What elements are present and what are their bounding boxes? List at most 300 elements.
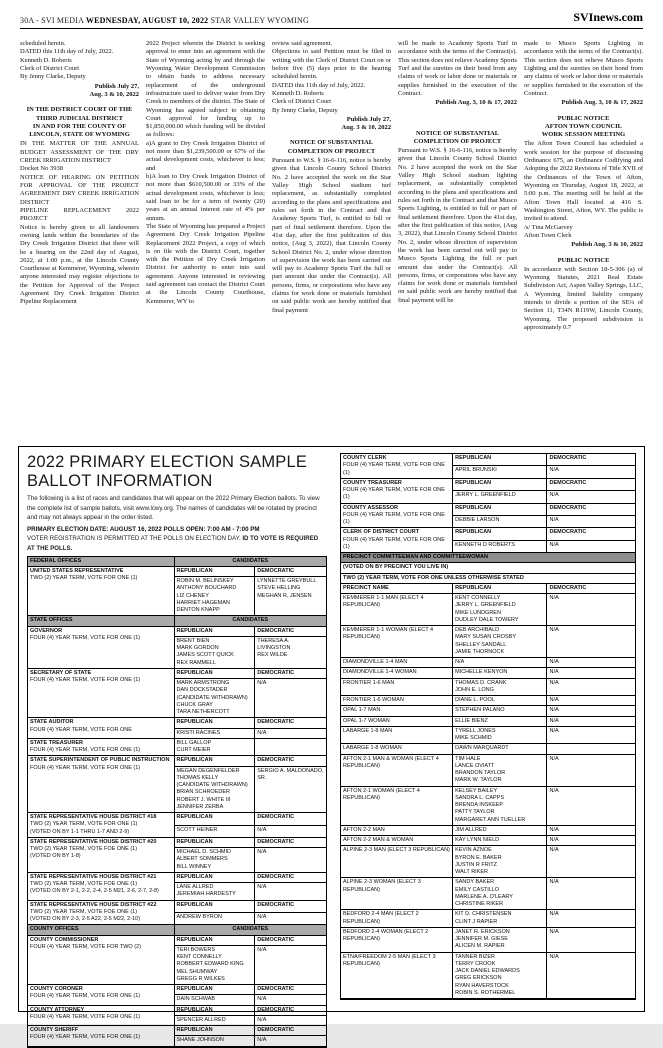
race-row: [28, 985, 327, 995]
candidate-name: N/A: [549, 627, 559, 633]
republican-candidates-cell: [453, 466, 547, 478]
republican-candidates-cell: [453, 706, 547, 716]
notice-paragraph: [272, 90, 391, 98]
race-row: [341, 478, 636, 490]
democratic-header: DEMOCRATIC: [255, 837, 327, 847]
republican-candidates-cell: [453, 927, 547, 952]
candidate-name: ALICEN M. RAPIER: [455, 943, 505, 950]
candidate-name: DIANE L. POOL: [455, 697, 495, 703]
notice-line: Publish July 27,: [94, 82, 139, 90]
section-band-label: COUNTY OFFICES: [28, 925, 175, 935]
notice-line: DATED this 11th day of July, 2022.: [272, 81, 366, 89]
notice-line: Objections to said Petition must be filed in writing with the Clerk of District Court on or before five (5) days prior to the hearing scheduled herein.: [272, 48, 391, 81]
notice-line: In accordance with Section 18-5-306 (a) of Wyoming Statutes, 2021 Real Estate Subdivision Act, Aspen Valley Springs, LLC, A Wyoming limited liability company intends to divide a portion of the SE¼ of Section 11, T34N R119W, Lincoln County, Wyoming. The proposed subdivision is approximately 0.7: [524, 265, 643, 331]
candidate-name: DEB ARCHIBALD: [455, 627, 500, 633]
democratic-header: DEMOCRATIC: [255, 1026, 327, 1036]
republican-candidates-cell: [453, 754, 547, 786]
race-term-line: FOUR (4) YEAR TERM, VOTE FOR ONE (1): [343, 487, 445, 501]
precinct-note-text: TWO (2) YEAR TERM, VOTE FOR ONE UNLESS OTHERWISE STATED: [341, 573, 636, 583]
candidate-name: DAWN MARQUARDT: [455, 745, 509, 752]
republican-candidates-cell: [453, 491, 547, 503]
republican-candidates-cell: [453, 594, 547, 626]
precinct-name: FRONTIER 1-6 MAN: [341, 678, 453, 696]
race-row: [28, 738, 327, 756]
candidate-name: BRIAN SCHROEDER: [176, 789, 230, 796]
race-title: COUNTY CLERK: [343, 455, 387, 461]
candidate-name: STEPHEN PALANO: [455, 707, 505, 714]
race-row: [28, 900, 327, 912]
candidate-name: CLINT J RAPIER: [455, 918, 498, 925]
republican-candidates-cell: [174, 636, 255, 668]
notice-paragraph: [398, 40, 517, 98]
notice-line: PIPELINE REPLACEMENT 2022 PROJECT: [20, 206, 139, 223]
democratic-header: DEMOCRATIC: [255, 1005, 327, 1015]
precinct-name: FRONTIER 1-6 WOMAN: [341, 696, 453, 706]
candidate-name: JUSTIN R FRITZ: [455, 861, 497, 868]
notice-heading: [524, 257, 643, 265]
notice-paragraph: [20, 48, 139, 56]
race-label-cell: [28, 837, 175, 872]
democratic-header: DEMOCRATIC: [255, 813, 327, 825]
race-row: [28, 566, 327, 576]
democratic-candidates-cell: [547, 786, 636, 825]
candidate-name: LYNNETTE GREYBULL: [257, 578, 317, 585]
race-label-cell: [28, 738, 175, 756]
masthead-website: SVInews.com: [573, 10, 643, 24]
notice-paragraph: [272, 157, 391, 315]
publish-line: [20, 83, 139, 100]
masthead-edition-line: [20, 16, 309, 25]
notice-line: Publish Aug. 3, 10 & 17, 2022: [435, 99, 517, 107]
precinct-row: [341, 836, 636, 846]
notice-paragraph: [146, 173, 265, 223]
notice-line: The Afton Town Council has scheduled a work session for the purpose of discussing Ordinance 675, an Ordinance Codifying and Adopting the 2022 Revisions of Title XVII of the Ordinances of the Town of Afton, Wyoming on Thursday, August 18, 2022, at 5:00 p.m. The meeting will be held at the Afton Town Hall located at 416 S. Washington Street, Afton, WY. The public is invited to attend.: [524, 140, 643, 223]
notice-paragraph: [524, 140, 643, 223]
candidate-name: CHRISTINE RIKER: [455, 901, 504, 907]
notice-paragraph: [272, 107, 391, 115]
republican-header: REPUBLICAN: [453, 583, 547, 593]
republican-header: REPUBLICAN: [174, 985, 255, 995]
race-label-cell: [28, 668, 175, 718]
democratic-candidates-cell: [255, 766, 327, 813]
notice-line: review said agreement.: [272, 40, 333, 47]
notice-column-1: [20, 40, 139, 438]
notice-paragraph: [20, 165, 139, 173]
notice-heading: [398, 130, 517, 147]
race-term-line: FOUR (4) YEAR TERM, VOTE FOR ONE (1): [30, 747, 141, 754]
republican-candidates-cell: [453, 910, 547, 928]
republican-candidates-cell: [174, 738, 255, 756]
race-row: [341, 503, 636, 515]
race-term-line: FOUR (4) YEAR TERM, VOTE FOR ONE (1): [343, 462, 445, 476]
race-label-cell: [28, 813, 175, 838]
notice-gap: [398, 115, 517, 123]
republican-candidates-cell: [174, 679, 255, 718]
democratic-candidates-cell: [255, 945, 327, 984]
notice-paragraph: [272, 98, 391, 106]
candidate-name: MICHELLE KENYON: [455, 669, 508, 676]
candidate-name: N/A: [257, 914, 267, 921]
race-title: STATE REPRESENTATIVE HOUSE DISTRICT #22: [30, 901, 157, 908]
notice-paragraph: [272, 82, 391, 90]
candidate-name: N/A: [549, 755, 559, 762]
republican-header: REPUBLICAN: [174, 900, 255, 912]
candidate-name: SANDY BAKER: [455, 879, 495, 886]
candidate-name: LANCE OVIATT: [455, 762, 495, 769]
democratic-header: DEMOCRATIC: [255, 756, 327, 766]
masthead-page-label: 30A - SVI MEDIA: [20, 16, 86, 25]
precinct-note-row: [341, 573, 636, 583]
republican-candidates-cell: [453, 786, 547, 825]
notice-paragraph: [20, 65, 139, 73]
ballot-table-left: [27, 556, 327, 1048]
democratic-candidates-cell: [547, 594, 636, 626]
precinct-row: [341, 696, 636, 706]
candidate-name: N/A: [549, 679, 559, 686]
ballot-table-right: [340, 453, 636, 1000]
candidate-name: N/A: [257, 996, 267, 1003]
notice-line: DATED this 11th day of July, 2022.: [20, 48, 114, 56]
republican-candidates-cell: [453, 515, 547, 527]
notice-line: By Jenny Clarke, Deputy: [272, 106, 338, 114]
masthead: [20, 10, 643, 29]
republican-header: REPUBLICAN: [174, 935, 255, 945]
notice-line: Pursuant to W.S. § 16-6-116, notice is hereby given that Lincoln County School District No. 2 have accepted the work on the Star Valley High School stadium lighting replacement, as substantially completed according to the plans and specifications and rules set forth in the Contract and that Musco Sports Lighting, is entitled to full or part of final settlement therefore. Upon the 41st day, after the first publication of this notice, (Aug 3, 2022), that Lincoln County School District No. 2, under whose direction of supervision the work has been carried out will pay to Musco Sports Lighting the full or part amount due under the Contract(s). All persons, firms, or corporations who have any claims for work done or materials furnished on said public work are hereby notified that final payment will be: [398, 147, 517, 304]
precinct-row: [341, 668, 636, 678]
candidate-name: N/A: [549, 953, 559, 960]
candidate-name: HARRIET HAGEMAN: [176, 599, 230, 606]
democratic-candidates-cell: [255, 883, 327, 901]
candidate-name: MARK W. TAYLOR: [455, 777, 502, 784]
republican-candidates-cell: [453, 825, 547, 835]
precinct-name: AFTON 2-2 MAN & WOMAN: [341, 836, 453, 846]
race-row: [28, 1005, 327, 1015]
republican-header: REPUBLICAN: [174, 872, 255, 882]
democratic-candidates-cell: [547, 927, 636, 952]
notice-line: IN AND FOR THE COUNTY OF LINCOLN, STATE OF WYOMING: [29, 122, 130, 139]
race-row: [28, 813, 327, 825]
democratic-candidates-cell: [547, 678, 636, 696]
notice-line: Publish July 27,: [346, 115, 391, 123]
republican-candidates-cell: [174, 728, 255, 738]
race-term-line: (VOTED ON BY 2-1, 2-2, 2-4, 2-5 M21, 2-6, 2-7, 2-8): [30, 888, 159, 895]
precinct-name: ALPINE 2-3 WOMAN (ELECT 3 REPUBLICAN): [341, 878, 453, 910]
candidate-name: N/A: [257, 884, 267, 891]
notice-paragraph: [524, 224, 643, 232]
candidate-name: MARK GORDON: [176, 645, 219, 652]
republican-candidates-cell: [174, 913, 255, 925]
id-required-text: ID TO VOTE IS REQUIRED AT THE POLLS.: [27, 535, 319, 552]
section-band-row: [28, 556, 327, 566]
republican-header: REPUBLICAN: [174, 668, 255, 678]
republican-candidates-cell: [174, 945, 255, 984]
republican-candidates-cell: [453, 668, 547, 678]
candidate-name: KIT D. CHRISTENSEN: [455, 911, 512, 918]
race-term-line: FOUR (4) YEAR TERM, VOTE FOR ONE (1): [30, 1034, 141, 1041]
race-term-line: (VOTED ON BY 1-1 THRU 1-7 AND 2-9): [30, 828, 130, 835]
notice-paragraph: [272, 48, 391, 81]
precinct-name: BEDFORD 2-4 MAN (ELECT 2 REPUBLICAN): [341, 910, 453, 928]
race-label-cell: [28, 566, 175, 616]
candidate-name: MARLENE A. O'LEARY: [455, 893, 513, 900]
candidate-name: DEBBIE LARSON: [455, 516, 500, 523]
notice-paragraph: [398, 147, 517, 305]
republican-candidates-cell: [453, 952, 547, 999]
democratic-candidates-cell: [547, 754, 636, 786]
notice-line: made to Musco Sports Lighting in accordance with the terms of the Contract(s). This section does not relieve Musco Sports Lighting and the sureties on their bond from any claims of work or labor done or materials or supplies furnished in the execution of the Contract.: [524, 40, 643, 97]
democratic-candidates-cell: [255, 995, 327, 1005]
candidate-name: N/A: [549, 879, 559, 886]
candidate-name: SANDRA L. CAPPS: [455, 794, 505, 801]
candidate-name: N/A: [549, 492, 559, 499]
candidate-name: N/A: [549, 717, 559, 724]
race-term-line: FOUR (4) YEAR TERM, VOTE FOR ONE (1): [30, 634, 141, 641]
republican-candidates-cell: [453, 658, 547, 668]
race-row: [28, 837, 327, 847]
precinct-name: ALPINE 2-3 MAN (ELECT 3 REPUBLICAN): [341, 846, 453, 878]
candidate-name: SERGIO A. MALDONADO, SR.: [257, 767, 324, 781]
candidate-name: JAMES SCOTT QUICK: [176, 652, 234, 659]
precinct-row: [341, 910, 636, 928]
democratic-candidates-cell: [255, 1036, 327, 1047]
candidate-name: THOMAS KELLY (CANDIDATE WITHDRAWN): [176, 774, 248, 789]
republican-candidates-cell: [453, 744, 547, 754]
precinct-row: [341, 825, 636, 835]
notice-line: Clerk of District Court: [20, 64, 80, 72]
candidate-name: N/A: [549, 697, 559, 703]
race-row: [341, 528, 636, 540]
candidate-name: N/A: [549, 467, 559, 474]
candidate-name: N/A: [257, 849, 267, 856]
precinct-row: [341, 594, 636, 626]
notice-line: PUBLIC NOTICE: [557, 114, 610, 122]
publish-line: [524, 99, 643, 107]
candidate-name: N/A: [549, 837, 559, 843]
publish-line: [524, 241, 643, 249]
candidate-name: THOMAS D. CRANK: [455, 679, 507, 686]
notice-line: Aug. 3 & 10, 2022: [89, 90, 139, 98]
race-row: [28, 1026, 327, 1036]
precinct-name: KEMMERER 1-1 WOMAN (ELECT 4 REPUBLICAN): [341, 626, 453, 658]
race-label-cell: [341, 503, 453, 528]
democratic-header: DEMOCRATIC: [547, 478, 636, 490]
notice-paragraph: [524, 266, 643, 333]
race-title: STATE REPRESENTATIVE HOUSE DISTRICT #21: [30, 873, 157, 880]
candidate-name: ANTHONY BOUCHARD: [176, 585, 237, 592]
candidate-name: MEL SHUMWAY: [176, 968, 218, 975]
candidate-name: N/A: [549, 911, 559, 918]
democratic-candidates-cell: [255, 679, 327, 718]
candidate-name: N/A: [549, 669, 559, 676]
candidate-name: TANNER BIZER: [455, 953, 496, 960]
candidate-name: MARK ARMSTRONG: [176, 680, 230, 687]
democratic-candidates-cell: [255, 848, 327, 873]
notice-line: The State of Wyoming has prepared a Project Agreement Dry Creek Irrigation Pipeline Replacement 2022 Project, a copy of which is on file with the District Court, together with the Petition of Dry Creek Irrigation District for authority to enter into said agreement. Anyone interested in reviewing said agreement can contact the District Court at the Lincoln County Courthouse, Kemmerer, WY to: [146, 222, 265, 305]
democratic-candidates-cell: [547, 658, 636, 668]
candidate-name: N/A: [549, 516, 559, 523]
candidate-name: MIKE SCHMID: [455, 735, 492, 741]
notice-line: scheduled herein.: [20, 40, 66, 47]
precinct-header-row: [341, 583, 636, 593]
republican-candidates-cell: [174, 825, 255, 837]
republican-header: REPUBLICAN: [174, 813, 255, 825]
precinct-row: [341, 716, 636, 726]
race-title: COUNTY SHERIFF: [30, 1027, 79, 1034]
republican-header: REPUBLICAN: [174, 626, 255, 636]
race-title: STATE REPRESENTATIVE HOUSE DISTRICT #20: [30, 838, 157, 845]
notice-line: AFTON TOWN COUNCIL: [545, 122, 622, 130]
precinct-row: [341, 878, 636, 910]
candidate-name: GREG ERICKSON: [455, 975, 502, 982]
democratic-candidates-cell: [255, 1015, 327, 1025]
race-title: GOVERNOR: [30, 627, 63, 634]
candidate-name: DUDLEY DALE TOWERY: [455, 616, 519, 623]
republican-header: REPUBLICAN: [453, 528, 547, 540]
democratic-candidates-cell: [547, 878, 636, 910]
masthead-date: WEDNESDAY, AUGUST 10, 2022: [85, 16, 209, 25]
democratic-candidates-cell: [547, 706, 636, 716]
notice-line: NOTICE OF HEARING ON PETITION FOR APPROVAL OF THE PROJECT AGREEMENT DRY CREEK IRRIGATION DISTRICT: [20, 173, 139, 206]
democratic-header: DEMOCRATIC: [547, 583, 636, 593]
candidate-name: MARY SUSAN CROSBY: [455, 634, 517, 641]
section-band-candidates: CANDIDATES: [174, 925, 327, 935]
candidate-name: KAY LYNN NIELD: [455, 837, 500, 843]
candidate-name: BRANDON TAYLOR: [455, 770, 506, 776]
candidate-name: KEVIN AZNOE: [455, 847, 492, 854]
notice-line: Aug. 3 & 10, 2022: [341, 124, 391, 132]
republican-candidates-cell: [453, 696, 547, 706]
race-title: COUNTY CORONER: [30, 986, 83, 993]
democratic-header: DEMOCRATIC: [255, 566, 327, 576]
race-term-line: TWO (2) YEAR TERM, VOTE FOR ONE (1): [30, 821, 138, 828]
notice-paragraph: [146, 40, 265, 140]
candidate-name: STEVE HELLING: [257, 585, 301, 592]
ballot-left-column: [27, 453, 327, 1044]
democratic-candidates-cell: [547, 626, 636, 658]
democratic-header: DEMOCRATIC: [255, 718, 327, 728]
democratic-candidates-cell: [547, 952, 636, 999]
candidate-name: N/A: [257, 946, 267, 953]
candidate-name: BILL GALLOP: [176, 739, 212, 746]
candidate-name: ALBERT SOMMERS: [176, 856, 228, 863]
candidate-name: N/A: [257, 1016, 267, 1023]
candidate-name: N/A: [257, 826, 267, 833]
notice-line: a)A grant to Dry Creek Irrigation District of not more than $1,239,500.00 or 67% of the actual development costs, whichever is less; and: [146, 139, 265, 172]
precinct-row: [341, 927, 636, 952]
race-label-cell: [28, 935, 175, 985]
republican-header: REPUBLICAN: [453, 503, 547, 515]
candidate-name: SPENCER ALLRED: [176, 1016, 226, 1023]
notice-line: By Jenny Clarke, Deputy: [20, 73, 86, 81]
democratic-candidates-cell: [547, 515, 636, 527]
candidate-name: REX RAMMELL: [176, 659, 216, 666]
candidate-name: JERRY L. GREENFIELD: [455, 492, 516, 499]
democratic-candidates-cell: [547, 846, 636, 878]
precinct-name: AFTON 2-2 MAN: [341, 825, 453, 835]
candidate-name: DAN DOCKSTADER (CANDIDATE WITHDRAWN): [176, 687, 248, 701]
race-term-line: TWO (2) YEAR TERM, VOTE FOE ONE (1): [30, 881, 138, 888]
section-band-label: STATE OFFICES: [28, 616, 175, 626]
race-term-line: FOUR (4) YEAR TERM, VOTE FOR ONE: [30, 726, 132, 733]
race-label-cell: [341, 454, 453, 479]
democratic-candidates-cell: [547, 910, 636, 928]
notice-column-2: [146, 40, 265, 438]
precinct-name: OPAL 1-7 MAN: [341, 706, 453, 716]
race-term-line: FOUR (4) YEAR TERM, VOTE FOR ONE (1): [30, 764, 141, 771]
democratic-header: DEMOCRATIC: [547, 528, 636, 540]
democratic-header: DEMOCRATIC: [255, 626, 327, 636]
democratic-candidates-cell: [547, 836, 636, 846]
democratic-header: DEMOCRATIC: [255, 935, 327, 945]
race-row: [28, 756, 327, 766]
republican-candidates-cell: [174, 995, 255, 1005]
candidate-name: JAMIE THORNOCK: [455, 648, 505, 655]
republican-candidates-cell: [174, 766, 255, 813]
race-title: STATE REPRESENTATIVE HOUSE DISTRICT #18: [30, 814, 157, 821]
democratic-header: DEMOCRATIC: [547, 503, 636, 515]
notice-paragraph: [146, 140, 265, 173]
candidate-name: KRISTI RACINES: [176, 729, 221, 736]
race-label-cell: [28, 872, 175, 900]
notice-line: /s/ Tina McGarvey: [524, 223, 573, 231]
notice-paragraph: [20, 40, 139, 48]
candidate-name: BRENDA INSKEEP: [455, 802, 504, 808]
notice-line: 2022 Project wherein the District is seeking approval to enter into an agreement with the State of Wyoming acting by and through the Wyoming Water Development Commission to obtain funds to address necessary replacement of the underground infrastructure used to deliver water from Dry Creek to members of the district. The State of Wyoming has agreed subject to obtaining Court approval for funding up to $1,850,000.00 which funding will be divided as follows:: [146, 40, 265, 139]
precinct-row: [341, 658, 636, 668]
masthead-region: STAR VALLEY WYOMING: [208, 16, 309, 25]
precinct-row: [341, 754, 636, 786]
candidate-name: N/A: [257, 680, 267, 687]
notice-line: IN THE MATTER OF THE ANNUAL BUDGET ASSESSMENT OF THE DRY CREEK IRRIGATION DISTRICT: [20, 140, 139, 165]
ballot-title: 2022 PRIMARY ELECTION SAMPLE BALLOT INFORMATION: [27, 453, 308, 490]
notice-line: Clerk of District Court: [272, 98, 332, 106]
precinct-name: LABARGE 1-8 MAN: [341, 726, 453, 744]
candidate-name: KENT CONNELLY: [455, 595, 501, 601]
precinct-name: DIAMONDVILLE 1-4 WOMAN: [341, 668, 453, 678]
candidate-name: N/A: [549, 727, 559, 734]
republican-header: REPUBLICAN: [174, 1026, 255, 1036]
democratic-candidates-cell: [547, 466, 636, 478]
notice-line: Afton Town Clerk: [524, 231, 572, 239]
notice-line: Publish Aug. 3 & 10, 2022: [571, 241, 643, 249]
notice-heading: [20, 106, 139, 139]
republican-header: REPUBLICAN: [174, 566, 255, 576]
democratic-candidates-cell: [255, 738, 327, 756]
notice-paragraph: [20, 207, 139, 224]
candidate-name: BILL WINNEY: [176, 863, 212, 870]
race-term-line: FOUR (4) YEAR TERM, VOTE FOR ONE (1): [30, 993, 141, 1000]
precinct-name: ETNA/FREEDOM 2-5 MAN (ELECT 3 REPUBLICAN): [341, 952, 453, 999]
candidate-name: DENTON KNAPP: [176, 607, 220, 614]
race-row: [28, 718, 327, 728]
legal-notices: [20, 40, 643, 438]
republican-candidates-cell: [174, 848, 255, 873]
race-label-cell: [28, 900, 175, 925]
ballot-intro: The following is a list of races and candidates that will appear on the 2022 Primary Election ballots. To view the complete list of sample ballots, visit www.lcwy.org. The names of candidates will be rotated by precinct and may not always appear in the order listed.: [27, 495, 320, 522]
notice-line: Docket No 3938: [20, 165, 63, 173]
candidate-name: PATTY TAYLOR: [455, 809, 495, 816]
race-title: SECRETARY OF STATE: [30, 669, 92, 676]
race-label-cell: [28, 1026, 175, 1047]
candidate-name: EMILY CASTILLO: [455, 886, 500, 893]
candidate-name: KELSEY BAILEY: [455, 787, 498, 794]
precinct-row: [341, 952, 636, 999]
candidate-name: TIM HALE: [455, 755, 481, 762]
candidate-name: KENT CONNELLY: [176, 954, 222, 961]
candidate-name: LIZ CHENEY: [176, 592, 209, 599]
notice-line: IN THE DISTRICT COURT OF THE THIRD JUDICIAL DISTRICT: [26, 106, 133, 122]
candidate-name: ROBIN M. BELINSKEY: [176, 578, 234, 585]
